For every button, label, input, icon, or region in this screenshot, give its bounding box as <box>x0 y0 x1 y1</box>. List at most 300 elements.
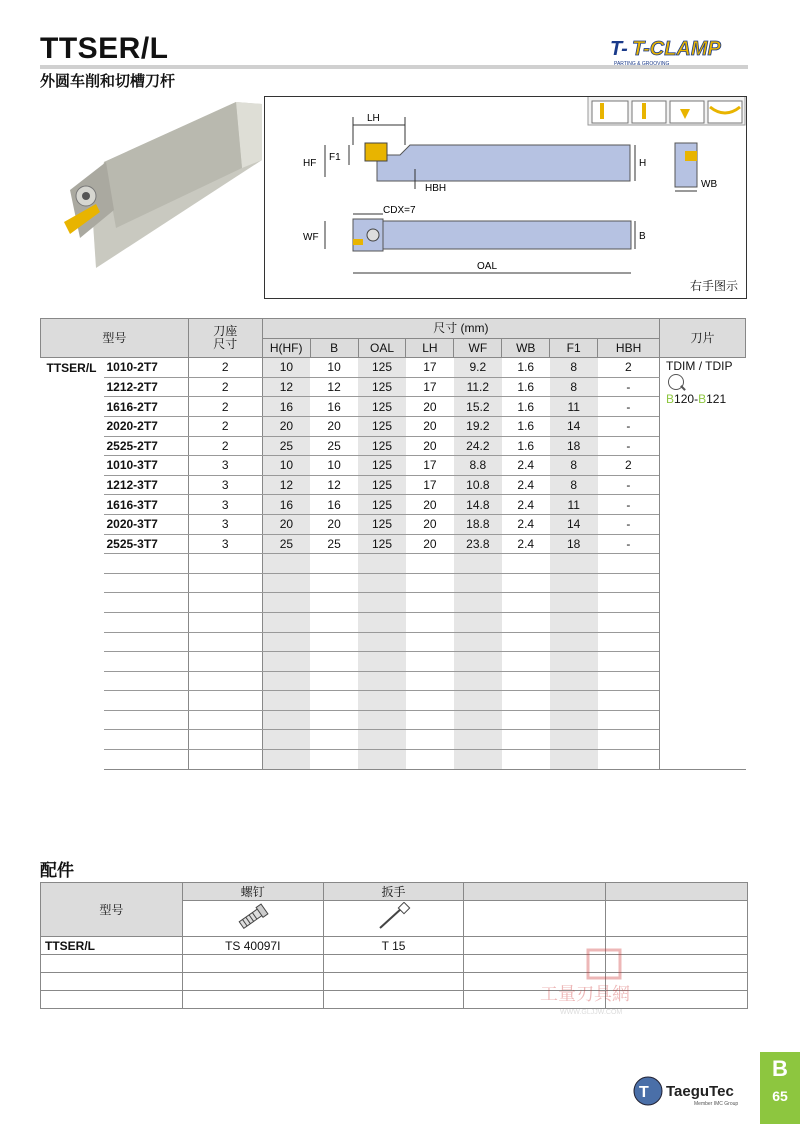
value-cell: 16 <box>310 397 358 417</box>
value-cell <box>550 652 598 672</box>
value-cell: - <box>598 514 660 534</box>
insert-page-ref[interactable] <box>666 393 745 405</box>
model-prefix <box>41 691 105 711</box>
value-cell: 125 <box>358 377 406 397</box>
value-cell <box>502 671 550 691</box>
value-cell: 14 <box>550 416 598 436</box>
value-cell: 10 <box>310 358 358 378</box>
header-insert: 刀片 <box>660 319 746 358</box>
value-cell <box>310 710 358 730</box>
value-cell: 11 <box>550 397 598 417</box>
seat-cell <box>188 632 262 652</box>
value-cell: 11 <box>550 495 598 515</box>
label-f1: F1 <box>329 152 341 163</box>
watermark-url: WWW.GLJJW.COM <box>560 1009 623 1016</box>
value-cell <box>502 691 550 711</box>
value-cell <box>454 730 502 750</box>
value-cell <box>454 652 502 672</box>
model-prefix <box>41 612 105 632</box>
empty-row <box>41 671 746 691</box>
value-cell: 25 <box>262 534 310 554</box>
value-cell: 10 <box>262 358 310 378</box>
value-cell: 20 <box>310 416 358 436</box>
model-prefix <box>41 750 105 770</box>
label-wf: WF <box>303 232 319 243</box>
seat-cell: 3 <box>188 456 262 476</box>
value-cell <box>358 750 406 770</box>
model-prefix <box>41 710 105 730</box>
model-cell <box>104 671 188 691</box>
wrench-cell <box>323 991 464 1009</box>
value-cell: 20 <box>310 514 358 534</box>
value-cell <box>598 750 660 770</box>
value-cell: 125 <box>358 495 406 515</box>
value-cell <box>550 730 598 750</box>
header-model: 型号 <box>41 319 189 358</box>
value-cell: 125 <box>358 475 406 495</box>
section-letter: B <box>772 1056 788 1081</box>
table-row <box>41 534 746 554</box>
value-cell <box>502 593 550 613</box>
wrench-cell <box>323 955 464 973</box>
value-cell: 20 <box>262 514 310 534</box>
value-cell: 1.6 <box>502 377 550 397</box>
magnifier-icon[interactable] <box>668 374 684 390</box>
seat-cell <box>188 612 262 632</box>
value-cell: 18 <box>550 534 598 554</box>
model-cell: 2525-2T7 <box>104 436 188 456</box>
value-cell <box>406 730 454 750</box>
seat-cell: 2 <box>188 416 262 436</box>
value-cell <box>406 573 454 593</box>
parts-header-empty <box>464 883 606 901</box>
seat-cell <box>188 671 262 691</box>
col-hbh: HBH <box>598 338 660 358</box>
model-prefix <box>41 436 105 456</box>
value-cell: 2.4 <box>502 514 550 534</box>
value-cell: 125 <box>358 514 406 534</box>
value-cell: 23.8 <box>454 534 502 554</box>
value-cell: 20 <box>406 534 454 554</box>
value-cell <box>598 632 660 652</box>
value-cell <box>454 612 502 632</box>
value-cell <box>358 730 406 750</box>
model-cell: 1212-3T7 <box>104 475 188 495</box>
ref-letter: B <box>666 392 675 407</box>
value-cell: 125 <box>358 534 406 554</box>
value-cell <box>502 710 550 730</box>
ref-letter: B <box>698 392 707 407</box>
value-cell <box>550 573 598 593</box>
header-dimensions: 尺寸 (mm) <box>262 319 659 339</box>
value-cell <box>310 652 358 672</box>
value-cell <box>454 573 502 593</box>
value-cell: 25 <box>310 534 358 554</box>
seat-cell <box>188 710 262 730</box>
table-row <box>41 475 746 495</box>
col-h-hf: H(HF) <box>262 338 310 358</box>
model-prefix <box>41 730 105 750</box>
value-cell <box>598 730 660 750</box>
table-row <box>41 436 746 456</box>
ref-page-start: 120 <box>674 392 695 407</box>
empty-row <box>41 573 746 593</box>
value-cell <box>454 593 502 613</box>
model-cell <box>104 632 188 652</box>
value-cell <box>406 593 454 613</box>
value-cell <box>598 573 660 593</box>
value-cell <box>598 652 660 672</box>
value-cell <box>454 671 502 691</box>
company-name: TaeguTec <box>666 1083 734 1100</box>
value-cell: 12 <box>310 475 358 495</box>
value-cell <box>262 671 310 691</box>
model-prefix <box>41 554 105 574</box>
value-cell: - <box>598 475 660 495</box>
model-cell <box>104 750 188 770</box>
value-cell <box>406 691 454 711</box>
value-cell <box>310 573 358 593</box>
seat-cell <box>188 652 262 672</box>
model-cell <box>104 710 188 730</box>
parts-model-cell: TTSER/L <box>41 937 183 955</box>
model-cell <box>104 652 188 672</box>
value-cell <box>454 710 502 730</box>
value-cell <box>406 612 454 632</box>
value-cell: 20 <box>406 514 454 534</box>
value-cell <box>310 671 358 691</box>
tool-holder-image <box>56 98 262 270</box>
value-cell: - <box>598 397 660 417</box>
value-cell: 25 <box>262 436 310 456</box>
value-cell: 1.6 <box>502 397 550 417</box>
value-cell: - <box>598 416 660 436</box>
seat-cell: 3 <box>188 475 262 495</box>
model-prefix: TTSER/L <box>46 360 97 375</box>
value-cell <box>406 750 454 770</box>
parts-model-cell <box>41 955 183 973</box>
value-cell <box>550 632 598 652</box>
value-cell: - <box>598 436 660 456</box>
value-cell: 20 <box>406 416 454 436</box>
model-prefix <box>41 593 105 613</box>
seat-cell <box>188 573 262 593</box>
value-cell <box>598 691 660 711</box>
value-cell: 15.2 <box>454 397 502 417</box>
model-prefix <box>41 416 105 436</box>
model-prefix <box>41 377 105 397</box>
page-subtitle: 外圆车削和切槽刀杆 <box>40 73 176 90</box>
ref-page-end: 121 <box>706 392 727 407</box>
value-cell <box>406 554 454 574</box>
screw-icon <box>182 901 323 937</box>
value-cell <box>550 554 598 574</box>
brand-name: T-CLAMP <box>632 38 721 60</box>
table-row <box>41 514 746 534</box>
col-wf: WF <box>454 338 502 358</box>
seat-cell: 2 <box>188 436 262 456</box>
seat-cell <box>188 730 262 750</box>
screw-cell: TS 40097I <box>182 937 323 955</box>
value-cell <box>310 593 358 613</box>
value-cell <box>358 612 406 632</box>
value-cell: 16 <box>262 397 310 417</box>
value-cell: 1.6 <box>502 358 550 378</box>
value-cell: 14.8 <box>454 495 502 515</box>
empty-row <box>41 652 746 672</box>
value-cell <box>406 632 454 652</box>
value-cell <box>358 573 406 593</box>
model-cell: 2525-3T7 <box>104 534 188 554</box>
svg-text:T: T <box>639 1084 649 1101</box>
value-cell <box>262 710 310 730</box>
value-cell: 20 <box>262 416 310 436</box>
col-oal: OAL <box>358 338 406 358</box>
value-cell <box>598 612 660 632</box>
value-cell <box>502 730 550 750</box>
value-cell <box>550 612 598 632</box>
value-cell: 8 <box>550 377 598 397</box>
model-cell <box>104 593 188 613</box>
value-cell: 11.2 <box>454 377 502 397</box>
seat-cell <box>188 691 262 711</box>
value-cell <box>358 632 406 652</box>
model-prefix <box>41 514 105 534</box>
value-cell <box>310 554 358 574</box>
value-cell <box>358 710 406 730</box>
value-cell: 125 <box>358 397 406 417</box>
value-cell: 12 <box>262 475 310 495</box>
value-cell <box>550 593 598 613</box>
value-cell <box>502 750 550 770</box>
value-cell: 125 <box>358 436 406 456</box>
value-cell: 1.6 <box>502 436 550 456</box>
value-cell: 17 <box>406 377 454 397</box>
wrench-icon <box>323 901 464 937</box>
parts-model-cell <box>41 991 183 1009</box>
model-cell: 1010-2T7 <box>104 358 188 378</box>
parts-header-screw: 螺钉 <box>182 883 323 901</box>
value-cell: 24.2 <box>454 436 502 456</box>
model-cell: 1616-2T7 <box>104 397 188 417</box>
header-seat: 刀座 尺寸 <box>188 319 262 358</box>
spec-table <box>40 318 746 770</box>
value-cell <box>310 632 358 652</box>
model-cell: 1010-3T7 <box>104 456 188 476</box>
value-cell <box>358 671 406 691</box>
value-cell: 8 <box>550 475 598 495</box>
value-cell <box>502 632 550 652</box>
value-cell <box>502 612 550 632</box>
value-cell: 2 <box>598 358 660 378</box>
value-cell: 2.4 <box>502 475 550 495</box>
value-cell: - <box>598 534 660 554</box>
value-cell <box>598 554 660 574</box>
value-cell: 12 <box>262 377 310 397</box>
screw-cell <box>182 991 323 1009</box>
insert-cell <box>660 358 746 769</box>
brand-tagline: PARTING & GROOVING <box>614 61 670 67</box>
model-cell <box>104 691 188 711</box>
value-cell <box>262 573 310 593</box>
value-cell: 17 <box>406 475 454 495</box>
screw-cell <box>182 973 323 991</box>
value-cell <box>550 691 598 711</box>
value-cell: 125 <box>358 358 406 378</box>
empty-row <box>41 612 746 632</box>
company-tagline: Member IMC Group <box>694 1101 739 1107</box>
value-cell: 20 <box>406 436 454 456</box>
model-prefix <box>41 397 105 417</box>
value-cell: 20 <box>406 495 454 515</box>
parts-header-wrench: 扳手 <box>323 883 464 901</box>
empty-row <box>41 710 746 730</box>
empty-row <box>41 554 746 574</box>
value-cell <box>598 593 660 613</box>
value-cell <box>310 612 358 632</box>
insert-name: TDIM / TDIP <box>666 359 733 374</box>
value-cell <box>406 710 454 730</box>
page-number: 65 <box>772 1088 788 1104</box>
value-cell: 2 <box>598 456 660 476</box>
value-cell: 17 <box>406 358 454 378</box>
screw-cell <box>182 955 323 973</box>
seat-cell <box>188 554 262 574</box>
dimension-diagram <box>264 96 747 299</box>
value-cell <box>358 554 406 574</box>
empty-row <box>41 691 746 711</box>
label-h: H <box>639 158 647 169</box>
label-hbh: HBH <box>425 183 447 194</box>
label-hf: HF <box>303 158 317 169</box>
value-cell: 2.4 <box>502 495 550 515</box>
value-cell: 16 <box>310 495 358 515</box>
value-cell <box>502 554 550 574</box>
model-cell <box>104 554 188 574</box>
value-cell: 10.8 <box>454 475 502 495</box>
value-cell <box>454 632 502 652</box>
ref-separator: - <box>694 392 699 407</box>
seat-cell: 3 <box>188 514 262 534</box>
value-cell: 19.2 <box>454 416 502 436</box>
seat-cell: 3 <box>188 495 262 515</box>
watermark-text: 工量刃具網 <box>540 984 630 1005</box>
value-cell <box>550 710 598 730</box>
top-view <box>303 205 646 273</box>
model-prefix <box>41 475 105 495</box>
value-cell <box>262 632 310 652</box>
value-cell <box>454 554 502 574</box>
end-view <box>675 143 717 191</box>
value-cell <box>262 730 310 750</box>
label-b: B <box>639 231 646 242</box>
value-cell <box>454 750 502 770</box>
value-cell <box>262 612 310 632</box>
table-row <box>41 397 746 417</box>
parts-title: 配件 <box>40 861 74 880</box>
model-cell <box>104 573 188 593</box>
seat-cell: 2 <box>188 377 262 397</box>
value-cell <box>358 593 406 613</box>
value-cell: 8 <box>550 358 598 378</box>
value-cell: 17 <box>406 456 454 476</box>
value-cell <box>598 710 660 730</box>
label-cdx: CDX=7 <box>383 205 416 216</box>
seat-cell <box>188 593 262 613</box>
wrench-cell <box>323 973 464 991</box>
value-cell: 20 <box>406 397 454 417</box>
value-cell <box>502 652 550 672</box>
value-cell: 2.4 <box>502 456 550 476</box>
value-cell <box>310 691 358 711</box>
label-oal: OAL <box>477 261 498 272</box>
col-lh: LH <box>406 338 454 358</box>
model-cell: 1212-2T7 <box>104 377 188 397</box>
value-cell: 18 <box>550 436 598 456</box>
seat-cell: 2 <box>188 358 262 378</box>
empty-row <box>41 632 746 652</box>
tclamp-logo <box>608 36 748 68</box>
page-title: TTSER/L <box>40 32 169 65</box>
parts-model-cell <box>41 973 183 991</box>
value-cell: 16 <box>262 495 310 515</box>
col-f1: F1 <box>550 338 598 358</box>
value-cell <box>310 750 358 770</box>
diagram-caption: 右手图示 <box>689 279 738 293</box>
model-prefix <box>41 573 105 593</box>
value-cell: 9.2 <box>454 358 502 378</box>
seat-cell: 3 <box>188 534 262 554</box>
value-cell: 12 <box>310 377 358 397</box>
col-b: B <box>310 338 358 358</box>
model-prefix <box>41 652 105 672</box>
svg-text:T-: T- <box>610 38 628 60</box>
value-cell <box>502 573 550 593</box>
value-cell: 125 <box>358 416 406 436</box>
seat-cell: 2 <box>188 397 262 417</box>
value-cell <box>550 671 598 691</box>
model-prefix <box>41 495 105 515</box>
value-cell <box>262 652 310 672</box>
model-cell <box>104 730 188 750</box>
value-cell: 1.6 <box>502 416 550 436</box>
parts-header-empty <box>606 883 748 901</box>
empty-row <box>41 730 746 750</box>
parts-header-model: 型号 <box>41 883 183 937</box>
model-prefix <box>41 534 105 554</box>
value-cell <box>358 652 406 672</box>
empty-row <box>41 750 746 770</box>
table-row <box>41 358 746 378</box>
table-row <box>41 495 746 515</box>
model-cell: 2020-2T7 <box>104 416 188 436</box>
wrench-cell: T 15 <box>323 937 464 955</box>
value-cell <box>454 691 502 711</box>
empty-row <box>41 593 746 613</box>
model-prefix <box>41 671 105 691</box>
value-cell: - <box>598 377 660 397</box>
value-cell: 10 <box>262 456 310 476</box>
value-cell: 125 <box>358 456 406 476</box>
table-row <box>41 377 746 397</box>
value-cell <box>550 750 598 770</box>
value-cell <box>358 691 406 711</box>
value-cell: 10 <box>310 456 358 476</box>
taegutec-logo <box>632 1074 752 1108</box>
section-tab <box>760 1052 800 1124</box>
col-wb: WB <box>502 338 550 358</box>
value-cell <box>262 593 310 613</box>
